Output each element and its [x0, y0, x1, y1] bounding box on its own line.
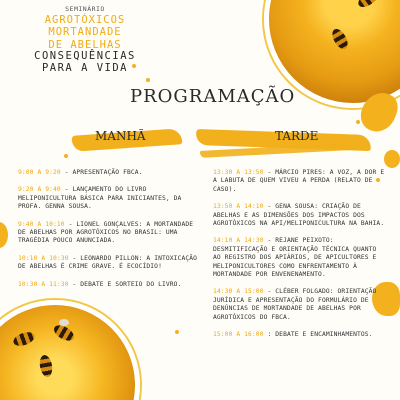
- page-title: PROGRAMAÇÃO: [130, 86, 296, 107]
- afternoon-heading: TARDE: [275, 129, 319, 143]
- schedule-time: 9:00 A 9:20: [18, 169, 61, 176]
- subtitle-line: PARA A VIDA: [41, 61, 129, 74]
- schedule-desc: - GENA SOUSA: CRIAÇÃO DE ABELHAS E AS DIMENSÕES DOS IMPACTOS DOS AGROTÓXICOS NA API/MELIPONICULTURA NA BAHIA.: [213, 203, 385, 228]
- bee-icon: [329, 26, 350, 51]
- schedule-desc: - DEBATE E SORTEIO DO LIVRO.: [72, 280, 182, 288]
- schedule-item: [18, 169, 198, 177]
- morning-heading: MANHÃ: [95, 129, 146, 143]
- paint-splat: [0, 222, 8, 248]
- schedule-time: 10:30 A 11:30: [18, 280, 69, 288]
- schedule-desc: - LEONARDO PILLON: A INTOXICAÇÃO DE ABELHAS É CRIME GRAVE. É ECOCÍDIO!: [18, 254, 198, 271]
- bee-icon: [38, 354, 54, 378]
- morning-schedule: [18, 169, 198, 298]
- schedule-item: [213, 288, 385, 322]
- schedule-desc: - CLÉBER FOLGADO: ORIENTAÇÃO JURÍDICA E APRESENTAÇÃO DO FORMULÁRIO DE DENÚNCIAS DE MORTANDADE DE ABELHAS POR AGROTÓXICOS DO FBCA.: [213, 288, 377, 321]
- schedule-time: 13:30 A 13:50: [213, 169, 264, 176]
- schedule-item: [213, 331, 385, 339]
- schedule-desc: - LIONEL GONÇALVES: A MORTANDADE DE ABELHAS POR AGROTÓXICOS NO BRASIL: UMA TRAGÉDIA POUCO ANUNCIADA.: [18, 220, 194, 245]
- schedule-desc: - LANÇAMENTO DO LIVRO MELIPONICULTURA BÁSICA PARA INICIANTES, DA PROFA. GENNA SOUSA.: [18, 186, 182, 211]
- schedule-desc: - APRESENTAÇÃO FBCA.: [64, 169, 143, 176]
- schedule-time: 14:30 A 15:00: [213, 288, 264, 296]
- schedule-time: 15:00 A 16:00: [213, 331, 264, 339]
- schedule-desc: : DEBATE E ENCAMINHAMENTOS.: [267, 331, 373, 339]
- seminario-label: SEMINÁRIO: [65, 5, 105, 13]
- schedule-item: [213, 203, 385, 228]
- schedule-item: [18, 221, 198, 246]
- schedule-item: [213, 169, 385, 194]
- decor-dot: [356, 120, 360, 124]
- bee-icon: [12, 330, 37, 349]
- schedule-desc: - MÁRCIO PIRES: A VOZ, A DOR E A LABUTA DE QUEM VIVEU A PERDA (RELATO DE CASO).: [213, 169, 385, 193]
- schedule-item: [18, 255, 198, 272]
- decor-dot: [175, 330, 179, 334]
- bee-wing-icon: [59, 319, 69, 326]
- paint-splat: [384, 150, 400, 168]
- schedule-time: 9:40 A 10:10: [18, 220, 65, 228]
- decor-dot: [146, 78, 150, 82]
- honeycomb-bees-photo-bottom: [0, 300, 140, 400]
- subtitle-line: CONSEQUÊNCIAS: [34, 50, 136, 62]
- schedule-item: [18, 281, 198, 289]
- schedule-time: 10:10 A 10:30: [18, 254, 69, 262]
- decor-dot: [64, 154, 68, 158]
- bee-icon: [356, 0, 381, 10]
- event-title-block: [10, 6, 160, 73]
- schedule-item: [213, 237, 385, 279]
- schedule-time: 13:50 A 14:10: [213, 203, 264, 211]
- title-line: AGROTÓXICOS: [44, 13, 126, 26]
- schedule-time: 14:10 A 14:30: [213, 237, 264, 245]
- schedule-time: 9:20 A 9:40: [18, 186, 61, 194]
- schedule-item: [18, 186, 198, 211]
- schedule-desc: - REJANE PEIXOTO: DESMITIFICAÇÃO E ORIENTAÇÃO TÉCNICA QUANTO AO REGISTRO DOS APIÁRIOS, DE APICULTORES E MELIPONICULTORES COMO ENFRENTAMENTO À MORTANDADE POR ENVENENAMENTO.: [213, 237, 377, 279]
- afternoon-schedule: [213, 169, 385, 349]
- title-line: DE ABELHAS: [48, 38, 122, 51]
- title-line: MORTANDADE: [48, 26, 122, 38]
